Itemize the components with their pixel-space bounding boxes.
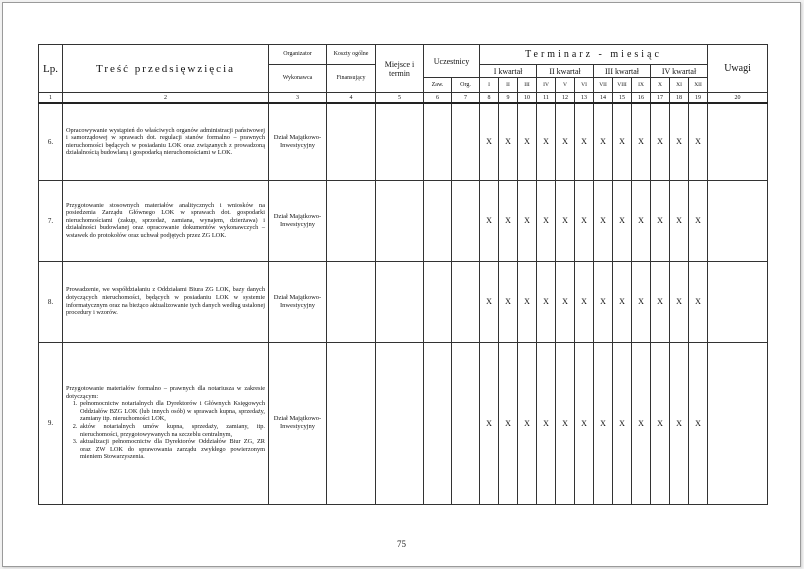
- task-list: [66, 400, 265, 461]
- header-tresc: Treść przedsięwzięcia: [63, 45, 269, 93]
- month-mark: X: [670, 103, 689, 180]
- month-mark: X: [594, 261, 613, 342]
- header-month: IV: [537, 78, 556, 93]
- month-mark: X: [689, 342, 708, 504]
- task-description: Opracowywanie wystąpień do właściwych organów administracji państwowej i samorządowej w sprawach dot. regulacji stanów formalno – prawnych nieruchomości będących w posiadaniu LOK oraz związanych z prowadzoną działalnością budowlaną i gospodarką nieruchomościami w LOK.: [63, 103, 269, 180]
- header-month: V: [556, 78, 575, 93]
- month-mark: X: [575, 180, 594, 261]
- header-finansujacy: Finansujący: [327, 65, 376, 93]
- header-miejsce: Miejsce i termin: [376, 45, 424, 93]
- row-number: 6.: [39, 103, 63, 180]
- month-mark: X: [518, 103, 537, 180]
- header-month: XI: [670, 78, 689, 93]
- place-cell: [376, 342, 424, 504]
- month-mark: X: [575, 261, 594, 342]
- month-mark: X: [518, 180, 537, 261]
- funding-cell: [327, 261, 376, 342]
- participants-zaw-cell: [424, 261, 452, 342]
- month-mark: X: [632, 180, 651, 261]
- remarks-cell: [708, 261, 768, 342]
- header-wykonawca: Wykonawca: [269, 65, 327, 93]
- month-mark: X: [537, 342, 556, 504]
- month-mark: X: [670, 180, 689, 261]
- month-mark: X: [537, 103, 556, 180]
- column-number: 12: [556, 93, 575, 104]
- month-mark: X: [613, 342, 632, 504]
- row-number: 7.: [39, 180, 63, 261]
- header-kwartal-1: I kwartał: [480, 65, 537, 78]
- column-number: 18: [670, 93, 689, 104]
- table-row: [39, 180, 768, 261]
- header-month: I: [480, 78, 499, 93]
- row-number: 8.: [39, 261, 63, 342]
- header-uczestnicy: Uczestnicy: [424, 45, 480, 78]
- schedule-table: [38, 44, 768, 505]
- column-number: 3: [269, 93, 327, 104]
- month-mark: X: [632, 342, 651, 504]
- month-mark: X: [518, 261, 537, 342]
- column-number: 6: [424, 93, 452, 104]
- column-number: 13: [575, 93, 594, 104]
- funding-cell: [327, 180, 376, 261]
- column-number: 15: [613, 93, 632, 104]
- header-kwartal-3: III kwartał: [594, 65, 651, 78]
- remarks-cell: [708, 103, 768, 180]
- header-organizator: Organizator: [269, 45, 327, 65]
- executor: Dział Majątkowo-Inwestycyjny: [269, 342, 327, 504]
- table-row: [39, 342, 768, 504]
- column-number: 10: [518, 93, 537, 104]
- column-number: 7: [452, 93, 480, 104]
- column-number: 11: [537, 93, 556, 104]
- month-mark: X: [594, 342, 613, 504]
- header-lp: Lp.: [39, 45, 63, 93]
- row-number: 9.: [39, 342, 63, 504]
- month-mark: X: [537, 261, 556, 342]
- header-month: VII: [594, 78, 613, 93]
- column-number: 9: [499, 93, 518, 104]
- month-mark: X: [632, 261, 651, 342]
- month-mark: X: [556, 342, 575, 504]
- header-zaw: Zaw.: [424, 78, 452, 93]
- task-list-item: 2. aktów notarialnych umów kupna, sprzedaży, zamiany, itp. nieruchomości, przygotowywanych na szczeblu centralnym,: [79, 423, 265, 438]
- month-mark: X: [575, 103, 594, 180]
- page-number: 75: [397, 539, 406, 549]
- header-kwartal-2: II kwartał: [537, 65, 594, 78]
- column-number: 5: [376, 93, 424, 104]
- month-mark: X: [575, 342, 594, 504]
- month-mark: X: [556, 261, 575, 342]
- column-number-row: [39, 93, 768, 104]
- place-cell: [376, 103, 424, 180]
- header-month: VI: [575, 78, 594, 93]
- funding-cell: [327, 342, 376, 504]
- month-mark: X: [499, 180, 518, 261]
- month-mark: X: [651, 180, 670, 261]
- header-koszty: Koszty ogólne: [327, 45, 376, 65]
- month-mark: X: [651, 103, 670, 180]
- month-mark: X: [689, 261, 708, 342]
- month-mark: X: [651, 261, 670, 342]
- month-mark: X: [689, 180, 708, 261]
- header-uwagi: Uwagi: [708, 45, 768, 93]
- document-page: [2, 2, 801, 567]
- month-mark: X: [537, 180, 556, 261]
- header-kwartal-4: IV kwartał: [651, 65, 708, 78]
- month-mark: X: [651, 342, 670, 504]
- month-mark: X: [556, 180, 575, 261]
- place-cell: [376, 261, 424, 342]
- participants-org-cell: [452, 180, 480, 261]
- participants-zaw-cell: [424, 342, 452, 504]
- column-number: 4: [327, 93, 376, 104]
- month-mark: X: [499, 103, 518, 180]
- header-month: III: [518, 78, 537, 93]
- month-mark: X: [632, 103, 651, 180]
- column-number: 20: [708, 93, 768, 104]
- month-mark: X: [480, 342, 499, 504]
- header-month: IX: [632, 78, 651, 93]
- header-month: VIII: [613, 78, 632, 93]
- month-mark: X: [613, 261, 632, 342]
- month-mark: X: [689, 103, 708, 180]
- participants-zaw-cell: [424, 180, 452, 261]
- executor: Dział Majątkowo-Inwestycyjny: [269, 261, 327, 342]
- column-number: 16: [632, 93, 651, 104]
- column-number: 17: [651, 93, 670, 104]
- participants-org-cell: [452, 103, 480, 180]
- task-description: Prowadzenie, we współdziałaniu z Oddziałami Biura ZG LOK, bazy danych dotyczących nieruchomości, będących w posiadaniu LOK w systemie informatycznym oraz na bieżąco aktualizowanie tych danych według ustalonej procedury i wzorów.: [63, 261, 269, 342]
- participants-org-cell: [452, 342, 480, 504]
- month-mark: X: [556, 103, 575, 180]
- month-mark: X: [499, 342, 518, 504]
- participants-org-cell: [452, 261, 480, 342]
- month-mark: X: [594, 180, 613, 261]
- task-intro: Przygotowanie materiałów formalno – prawnych dla notariusza w zakresie dotyczącym:: [66, 385, 265, 400]
- month-mark: X: [499, 261, 518, 342]
- column-number: 14: [594, 93, 613, 104]
- participants-zaw-cell: [424, 103, 452, 180]
- month-mark: X: [670, 261, 689, 342]
- table-row: [39, 103, 768, 180]
- month-mark: X: [613, 180, 632, 261]
- remarks-cell: [708, 180, 768, 261]
- funding-cell: [327, 103, 376, 180]
- month-mark: X: [480, 103, 499, 180]
- task-description: Przygotowanie stosownych materiałów analitycznych i wniosków na posiedzenia Zarządu Głównego LOK w sprawach dot. gospodarki nieruchomościami (zakup, sprzedaż, zamiana, wynajem, dzierżawa) i działalności budowlanej oraz opracowanie dokumentów wykonawczych – wstawek do protokołów oraz uchwał podjętych przez ZG LOK.: [63, 180, 269, 261]
- remarks-cell: [708, 342, 768, 504]
- header-month: XII: [689, 78, 708, 93]
- executor: Dział Majątkowo-Inwestycyjny: [269, 103, 327, 180]
- month-mark: X: [594, 103, 613, 180]
- table-row: [39, 261, 768, 342]
- column-number: 1: [39, 93, 63, 104]
- task-list-item: 3. aktualizacji pełnomocnictw dla Dyrektorów Oddziałów Biur ZG, ZR oraz ZW LOK do sprawowania zarządu zwykłego powierzonym mieniem Stowarzyszenia.: [79, 438, 265, 461]
- place-cell: [376, 180, 424, 261]
- header-month: X: [651, 78, 670, 93]
- executor: Dział Majątkowo-Inwestycyjny: [269, 180, 327, 261]
- column-number: 2: [63, 93, 269, 104]
- column-number: 19: [689, 93, 708, 104]
- header-month: II: [499, 78, 518, 93]
- month-mark: X: [480, 180, 499, 261]
- header-org: Org.: [452, 78, 480, 93]
- task-description: [63, 342, 269, 504]
- task-list-item: 1. pełnomocnictw notarialnych dla Dyrektorów i Głównych Księgowych Oddziałów BZG LOK (lub innych osób) w sprawach kupna, sprzedaży, zamiany itp. nieruchomości LOK,: [79, 400, 265, 423]
- month-mark: X: [518, 342, 537, 504]
- header-terminarz: Terminarz - miesiąc: [480, 45, 708, 65]
- month-mark: X: [480, 261, 499, 342]
- column-number: 8: [480, 93, 499, 104]
- month-mark: X: [670, 342, 689, 504]
- month-mark: X: [613, 103, 632, 180]
